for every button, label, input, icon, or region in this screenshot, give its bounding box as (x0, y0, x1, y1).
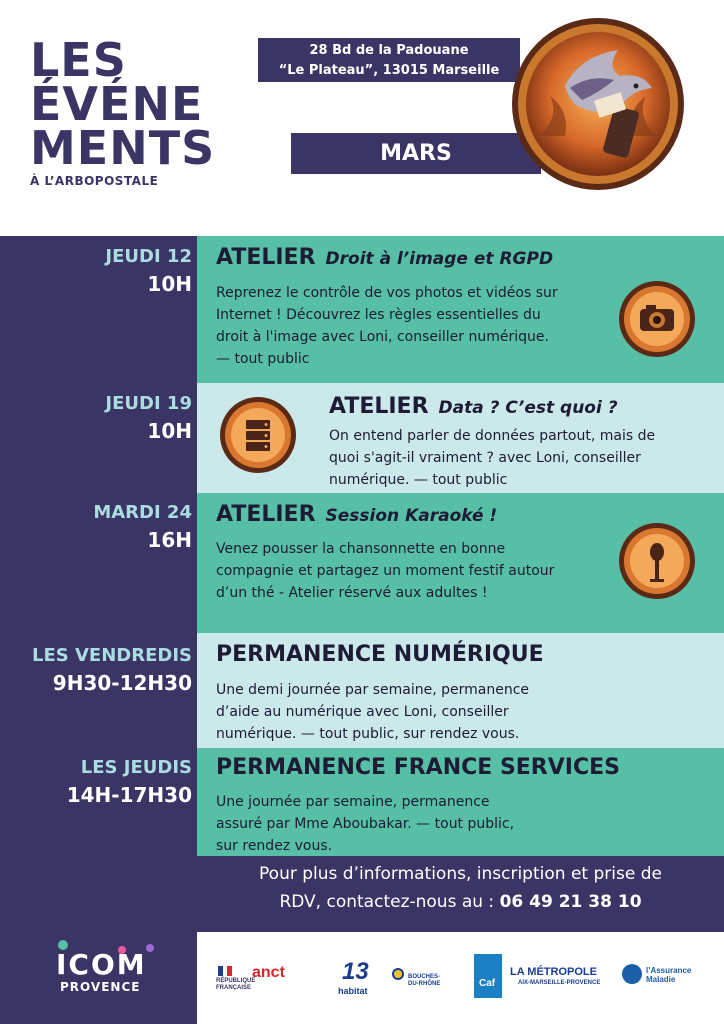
event-1-description (216, 282, 606, 370)
event-2-date (105, 392, 192, 446)
metropole-logo: LA MÉTROPOLE (510, 966, 597, 978)
event-5-desc-line: assuré par Mme Aboubakar. — tout public, (216, 816, 515, 832)
event-3-date (93, 501, 192, 555)
event-4-desc-line: d’aide au numérique avec Loni, conseiller (216, 704, 509, 720)
contact-line-2 (197, 888, 724, 916)
event-5-time: 14H-17H30 (66, 783, 192, 807)
event-1-type: ATELIER (216, 245, 316, 270)
title-line-2: ÉVÉNE (30, 77, 204, 131)
event-1-day: JEUDI 12 (105, 246, 192, 267)
title-line-1: LES (30, 33, 127, 87)
event-1-desc-line: — tout public (216, 351, 310, 367)
event-5-day: LES JEUDIS (80, 757, 192, 778)
pigeon-medallion-icon (510, 16, 686, 192)
event-4-date (32, 644, 192, 698)
event-5-desc-line: sur rendez vous. (216, 838, 333, 854)
event-1-desc-line: droit à l'image avec Loni, conseiller numérique. (216, 329, 549, 345)
caf-logo-box (474, 954, 502, 998)
event-4-desc-line: Une demi journée par semaine, permanence (216, 682, 530, 698)
contact-info (197, 860, 724, 916)
event-2-time: 10H (147, 419, 192, 443)
microphone-icon (618, 522, 696, 600)
event-3-description (216, 538, 616, 604)
event-5-description (216, 791, 616, 857)
habitat-logo: habitat (338, 986, 368, 996)
contact-phone: 06 49 21 38 10 (499, 892, 642, 912)
event-4-time: 9H30-12H30 (52, 671, 192, 695)
metropole-sub: AIX-MARSEILLE-PROVENCE (518, 980, 601, 986)
republique-logo: RÉPUBLIQUE FRANÇAISE (216, 978, 256, 991)
event-2-title (329, 394, 618, 419)
poster-subtitle: À L’ARBOPOSTALE (30, 174, 159, 188)
address-line-1: 28 Bd de la Padouane (309, 43, 469, 58)
server-icon (219, 396, 297, 474)
event-2-day: JEUDI 19 (105, 393, 192, 414)
event-4-title: PERMANENCE NUMÉRIQUE (216, 642, 544, 667)
poster-title (30, 33, 216, 188)
event-2-type: ATELIER (329, 394, 429, 419)
event-3-type: ATELIER (216, 502, 316, 527)
event-3-time: 16H (147, 528, 192, 552)
camera-icon (618, 280, 696, 358)
event-3-desc-line: compagnie et partagez un moment festif autour (216, 563, 555, 579)
event-2-description (329, 425, 719, 491)
caf-logo: Caf (479, 978, 496, 989)
habitat-13-logo: 13 (342, 958, 369, 985)
contact-line-1: Pour plus d’informations, inscription et prise de (259, 864, 662, 884)
event-5-date (67, 756, 192, 810)
contact-prefix: RDV, contactez-nous au : (279, 892, 500, 912)
address-line-2: “Le Plateau”, 13015 Marseille (278, 63, 500, 78)
departement-icon (392, 968, 404, 980)
address-box (258, 38, 520, 82)
event-3-title (216, 502, 497, 527)
event-2-desc-line: numérique. — tout public (329, 472, 508, 488)
event-1-title (216, 245, 553, 270)
month-label: MARS (291, 133, 541, 174)
event-5-title: PERMANENCE FRANCE SERVICES (216, 755, 620, 780)
event-3-subtitle: Session Karaoké ! (325, 506, 498, 526)
event-1-desc-line: Reprenez le contrôle de vos photos et vidéos sur (216, 285, 558, 301)
event-4-day: LES VENDREDIS (32, 645, 192, 666)
event-4-description (216, 679, 616, 745)
event-4-desc-line: numérique. — tout public, sur rendez vous. (216, 726, 520, 742)
event-2-subtitle: Data ? C’est quoi ? (438, 398, 618, 418)
event-3-desc-line: d’un thé - Atelier réservé aux adultes ! (216, 585, 488, 601)
event-1-subtitle: Droit à l’image et RGPD (325, 249, 554, 269)
event-3-desc-line: Venez pousser la chansonnette en bonne (216, 541, 506, 557)
icom-logo: ICOM (56, 948, 147, 981)
event-1-desc-line: Internet ! Découvrez les règles essentielles du (216, 307, 541, 323)
departement-logo: BOUCHES-DU-RHÔNE (408, 974, 441, 987)
event-5-desc-line: Une journée par semaine, permanence (216, 794, 490, 810)
icom-logo-sub: PROVENCE (60, 980, 141, 994)
icom-dot-icon (146, 944, 154, 952)
anct-logo: anct (252, 964, 285, 981)
assurance-maladie-icon (622, 964, 642, 984)
event-2-desc-line: quoi s'agit-il vraiment ? avec Loni, conseiller (329, 450, 641, 466)
event-3-day: MARDI 24 (93, 502, 192, 523)
assurance-maladie-logo: l’Assurance Maladie (646, 966, 692, 984)
event-2-desc-line: On entend parler de données partout, mais de (329, 428, 656, 444)
title-line-3: MENTS (30, 121, 216, 175)
french-flag-icon (218, 966, 232, 976)
event-1-time: 10H (147, 272, 192, 296)
event-1-date (105, 245, 192, 299)
